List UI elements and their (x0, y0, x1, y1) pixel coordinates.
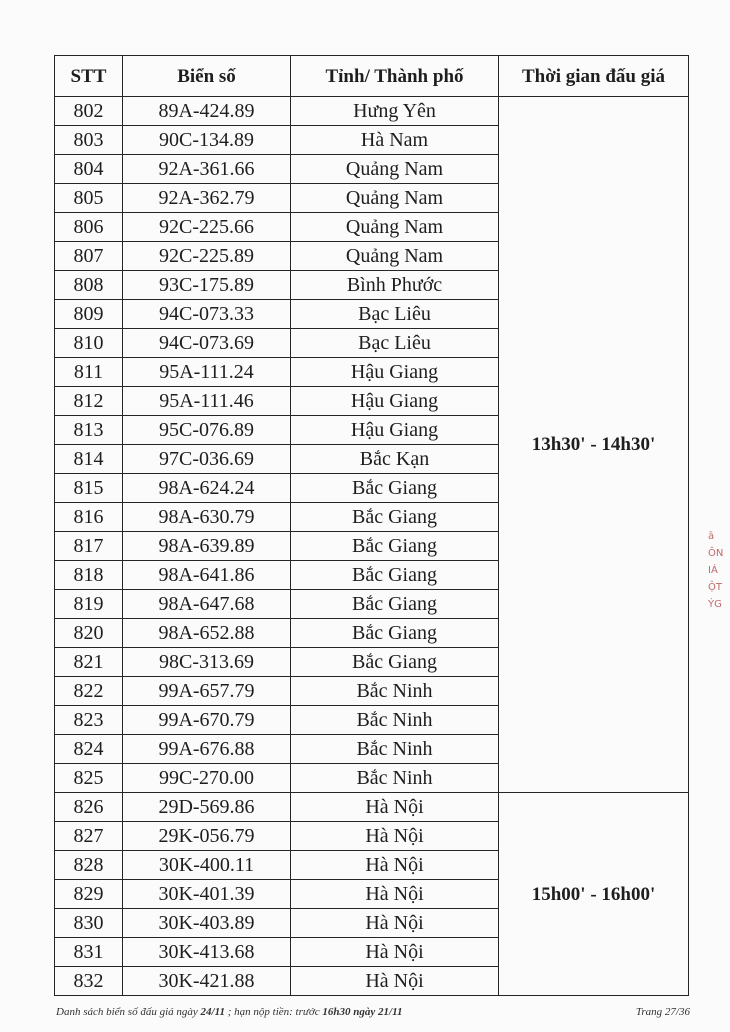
row-stt: 807 (55, 242, 123, 271)
row-plate: 89A-424.89 (123, 97, 291, 126)
page-number: Trang 27/36 (635, 1006, 690, 1018)
footer-deadline-time: 16h30 (322, 1006, 351, 1018)
row-plate: 92A-362.79 (123, 184, 291, 213)
row-province: Hậu Giang (291, 358, 499, 387)
row-plate: 95C-076.89 (123, 416, 291, 445)
row-plate: 99A-676.88 (123, 735, 291, 764)
row-plate: 92A-361.66 (123, 155, 291, 184)
row-stt: 803 (55, 126, 123, 155)
row-province: Hà Nội (291, 793, 499, 822)
row-stt: 823 (55, 706, 123, 735)
row-province: Quảng Nam (291, 184, 499, 213)
row-stt: 832 (55, 967, 123, 996)
header-stt: STT (55, 56, 123, 97)
footer-middle: ; hạn nộp tiền: trước (224, 1006, 323, 1018)
row-plate: 95A-111.24 (123, 358, 291, 387)
row-plate: 99A-670.79 (123, 706, 291, 735)
row-stt: 810 (55, 329, 123, 358)
row-province: Bắc Ninh (291, 677, 499, 706)
row-stt: 815 (55, 474, 123, 503)
table-row (55, 97, 689, 126)
auction-table (54, 55, 689, 996)
row-plate: 29K-056.79 (123, 822, 291, 851)
footer-deadline-date: 21/11 (378, 1006, 403, 1018)
row-plate: 98C-313.69 (123, 648, 291, 677)
row-plate: 92C-225.66 (123, 213, 291, 242)
table-body (55, 97, 689, 996)
row-province: Hà Nội (291, 851, 499, 880)
row-plate: 30K-413.68 (123, 938, 291, 967)
row-province: Quảng Nam (291, 242, 499, 271)
row-province: Bạc Liêu (291, 329, 499, 358)
row-province: Hà Nội (291, 938, 499, 967)
row-province: Hậu Giang (291, 416, 499, 445)
row-province: Bắc Giang (291, 532, 499, 561)
row-plate: 98A-639.89 (123, 532, 291, 561)
stamp-fragment: ā ÔN IÁ ỘT ÝG (708, 531, 724, 610)
row-province: Hậu Giang (291, 387, 499, 416)
row-province: Bình Phước (291, 271, 499, 300)
row-stt: 829 (55, 880, 123, 909)
row-stt: 802 (55, 97, 123, 126)
row-stt: 828 (55, 851, 123, 880)
row-province: Bắc Giang (291, 503, 499, 532)
row-province: Bắc Giang (291, 648, 499, 677)
row-stt: 824 (55, 735, 123, 764)
row-plate: 98A-630.79 (123, 503, 291, 532)
auction-time-cell: 13h30' - 14h30' (499, 97, 689, 793)
row-province: Bắc Ninh (291, 735, 499, 764)
table-header-row (55, 56, 689, 97)
row-stt: 806 (55, 213, 123, 242)
row-plate: 98A-624.24 (123, 474, 291, 503)
row-plate: 30K-400.11 (123, 851, 291, 880)
header-province: Tỉnh/ Thành phố (291, 56, 499, 97)
row-province: Bạc Liêu (291, 300, 499, 329)
row-province: Quảng Nam (291, 213, 499, 242)
row-plate: 92C-225.89 (123, 242, 291, 271)
row-stt: 811 (55, 358, 123, 387)
row-plate: 30K-421.88 (123, 967, 291, 996)
row-stt: 808 (55, 271, 123, 300)
row-plate: 99A-657.79 (123, 677, 291, 706)
row-plate: 98A-641.86 (123, 561, 291, 590)
row-province: Hưng Yên (291, 97, 499, 126)
row-province: Quảng Nam (291, 155, 499, 184)
table-row (55, 793, 689, 822)
row-stt: 812 (55, 387, 123, 416)
row-plate: 29D-569.86 (123, 793, 291, 822)
row-plate: 90C-134.89 (123, 126, 291, 155)
row-stt: 804 (55, 155, 123, 184)
row-stt: 816 (55, 503, 123, 532)
row-stt: 814 (55, 445, 123, 474)
row-stt: 827 (55, 822, 123, 851)
page-footer (56, 1006, 690, 1018)
row-stt: 813 (55, 416, 123, 445)
row-plate: 99C-270.00 (123, 764, 291, 793)
row-province: Hà Nam (291, 126, 499, 155)
row-plate: 93C-175.89 (123, 271, 291, 300)
row-stt: 826 (55, 793, 123, 822)
row-stt: 821 (55, 648, 123, 677)
row-province: Bắc Giang (291, 590, 499, 619)
row-province: Bắc Giang (291, 561, 499, 590)
row-plate: 30K-403.89 (123, 909, 291, 938)
row-stt: 819 (55, 590, 123, 619)
row-plate: 95A-111.46 (123, 387, 291, 416)
row-plate: 94C-073.69 (123, 329, 291, 358)
header-plate: Biển số (123, 56, 291, 97)
row-stt: 818 (55, 561, 123, 590)
row-stt: 831 (55, 938, 123, 967)
row-plate: 94C-073.33 (123, 300, 291, 329)
row-stt: 820 (55, 619, 123, 648)
footer-prefix: Danh sách biển số đấu giá ngày (56, 1006, 201, 1018)
row-province: Hà Nội (291, 967, 499, 996)
row-province: Hà Nội (291, 822, 499, 851)
header-auction-time: Thời gian đấu giá (499, 56, 689, 97)
auction-time-cell: 15h00' - 16h00' (499, 793, 689, 996)
row-stt: 822 (55, 677, 123, 706)
row-plate: 98A-647.68 (123, 590, 291, 619)
row-province: Bắc Giang (291, 619, 499, 648)
row-province: Bắc Ninh (291, 706, 499, 735)
row-province: Bắc Ninh (291, 764, 499, 793)
row-province: Bắc Giang (291, 474, 499, 503)
row-stt: 830 (55, 909, 123, 938)
row-province: Hà Nội (291, 880, 499, 909)
row-plate: 98A-652.88 (123, 619, 291, 648)
row-stt: 825 (55, 764, 123, 793)
row-plate: 30K-401.39 (123, 880, 291, 909)
row-plate: 97C-036.69 (123, 445, 291, 474)
row-province: Bắc Kạn (291, 445, 499, 474)
row-stt: 809 (55, 300, 123, 329)
footer-day-label: ngày (350, 1006, 379, 1018)
footer-date: 24/11 (200, 1006, 225, 1018)
row-stt: 817 (55, 532, 123, 561)
row-stt: 805 (55, 184, 123, 213)
row-province: Hà Nội (291, 909, 499, 938)
